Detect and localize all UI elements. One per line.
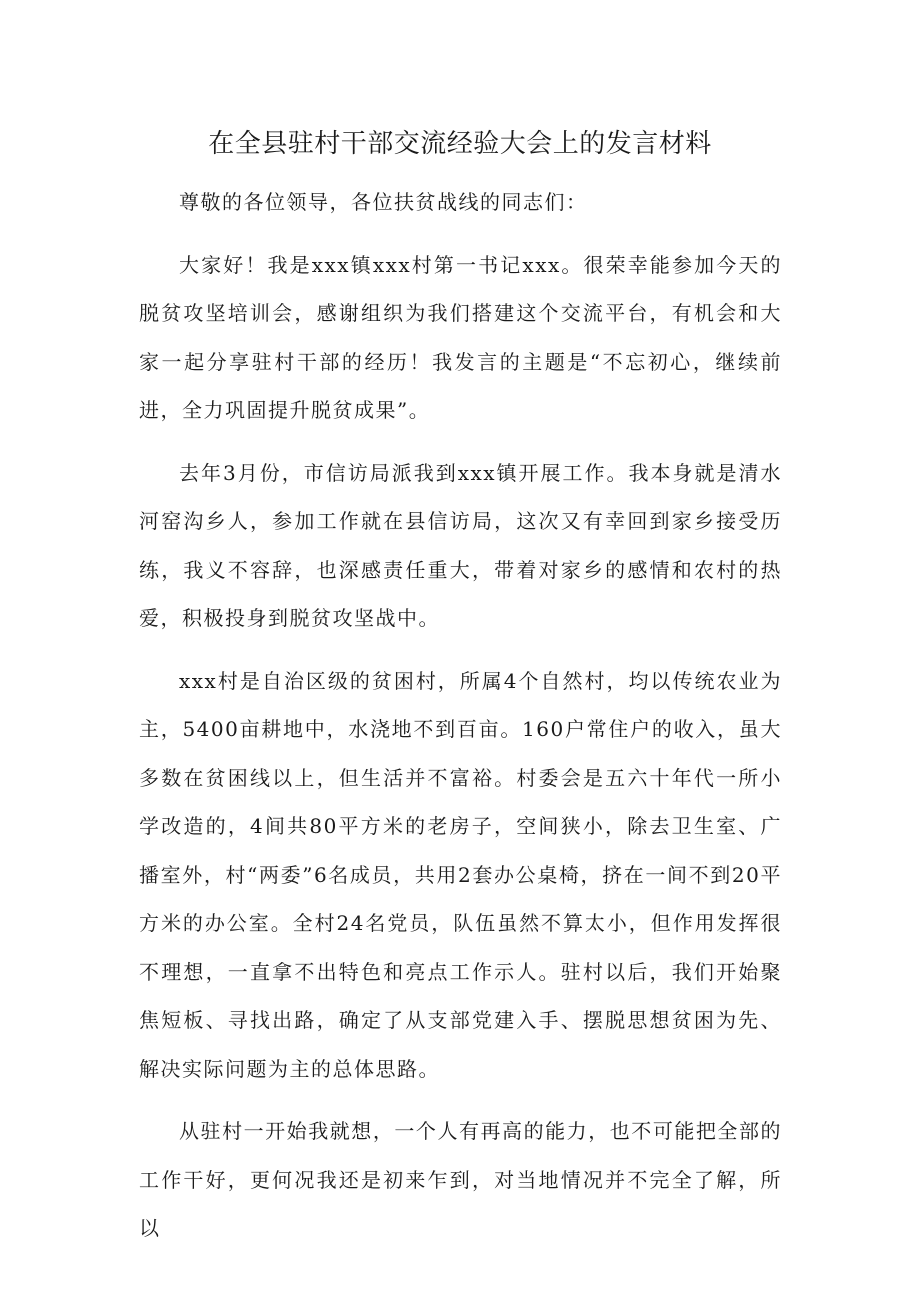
paragraph-1: 大家好！我是xxx镇xxx村第一书记xxx。很荣幸能参加今天的脱贫攻坚培训会，感谢组织为我们搭建这个交流平台，有机会和大家一起分享驻村干部的经历！我发言的主题是“不忘初心，继续前进，全力巩固提升脱贫成果”。 xyxy=(139,252,782,422)
paragraph-4: 从驻村一开始我就想，一个人有再高的能力，也不可能把全部的工作干好，更何况我还是初来乍到，对当地情况并不完全了解，所以 xyxy=(139,1119,782,1240)
document-body xyxy=(139,178,782,1267)
paragraph-2: 去年3月份，市信访局派我到xxx镇开展工作。我本身就是清水河窑沟乡人，参加工作就在县信访局，这次又有幸回到家乡接受历练，我义不容辞，也深感责任重大，带着对家乡的感情和农村的热爱，积极投身到脱贫攻坚战中。 xyxy=(139,460,782,630)
salutation: 尊敬的各位领导，各位扶贫战线的同志们： xyxy=(179,190,588,214)
paragraph-3: xxx村是自治区级的贫困村，所属4个自然村，均以传统农业为主，5400亩耕地中，水浇地不到百亩。160户常住户的收入，虽大多数在贫困线以上，但生活并不富裕。村委会是五六十年代一所小学改造的，4间共80平方米的老房子，空间狭小，除去卫生室、广播室外，村“两委”6名成员，共用2套办公桌椅，挤在一间不到20平方米的办公室。全村24名党员，队伍虽然不算太小，但作用发挥很不理想，一直拿不出特色和亮点工作示人。驻村以后，我们开始聚焦短板、寻找出路，确定了从支部党建入手、摆脱思想贫困为先、解决实际问题为主的总体思路。 xyxy=(139,668,782,1081)
document-title: 在全县驻村干部交流经验大会上的发言材料 xyxy=(208,129,712,159)
